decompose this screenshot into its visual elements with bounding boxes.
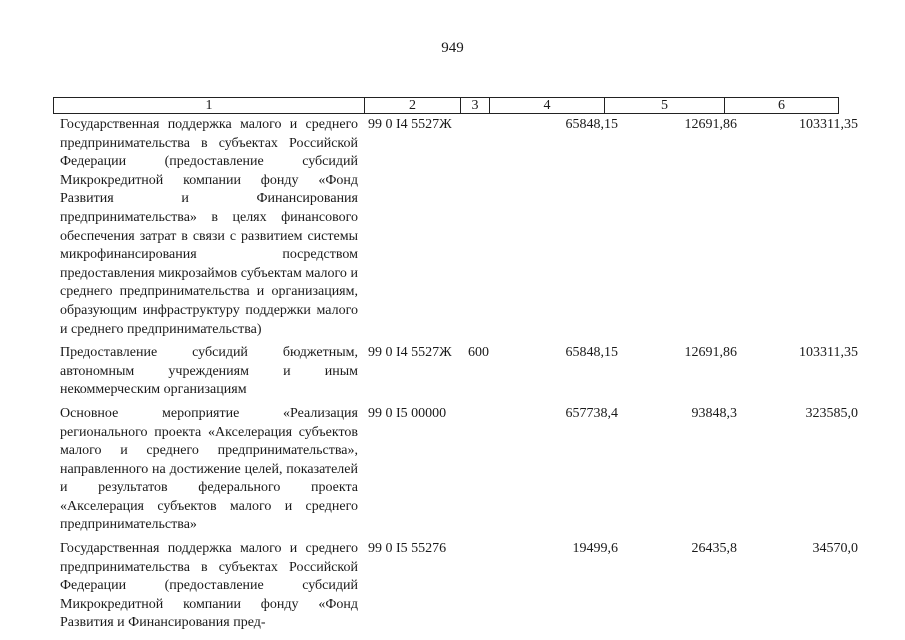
row-value-col4: 657738,4 <box>565 405 618 421</box>
row-code: 99 0 I4 5527Ж <box>368 345 452 361</box>
row-value-col5: 93848,3 <box>691 405 737 421</box>
table-header <box>53 97 839 114</box>
row-code: 99 0 I4 5527Ж <box>368 117 452 132</box>
row-value-col6: 103311,35 <box>799 117 858 132</box>
table-row <box>60 116 858 339</box>
header-col-3: 3 <box>460 98 489 113</box>
table-row <box>60 344 858 400</box>
row-value-col4: 65848,15 <box>565 117 618 132</box>
header-col-2: 2 <box>364 98 460 113</box>
row-value-col5: 26435,8 <box>691 541 737 557</box>
row-value-col6: 103311,35 <box>799 345 858 361</box>
header-col-5: 5 <box>604 98 724 113</box>
row-name: Государственная поддержка малого и среднего предпринимательства в субъектах Российской Федерации (предоставление субсидий Микрокредитной компании фонду «Фонд Развития и Финансирования предпринимательства» в целях финансового обеспечения затрат в связи с развитием системы микрофинансирования посредством предоставления микрозаймов субъектам малого и среднего предпринимательства и организациям, образующим инфраструктуру поддержки малого и среднего предпринимательства) <box>60 117 358 337</box>
row-value-col5: 12691,86 <box>684 345 737 361</box>
row-value-col6: 34570,0 <box>812 541 858 557</box>
row-name: Основное мероприятие «Реализация регионального проекта «Акселерация субъектов малого и среднего предпринимательства», направленного на достижение целей, показателей и результатов федерального проекта «Акселерация субъектов малого и среднего предпринимательства» <box>60 405 358 533</box>
header-col-1: 1 <box>205 98 213 113</box>
row-value-col4: 19499,6 <box>572 541 618 557</box>
page-number: 949 <box>441 40 464 56</box>
row-value-col6: 323585,0 <box>805 405 858 421</box>
header-col-4: 4 <box>489 98 604 113</box>
table-row <box>60 405 858 535</box>
row-type: 600 <box>468 345 489 361</box>
table-body <box>60 116 858 633</box>
row-code: 99 0 I5 55276 <box>368 541 447 557</box>
row-code: 99 0 I5 00000 <box>368 405 447 421</box>
row-name: Государственная поддержка малого и среднего предпринимательства в субъектах Российской Федерации (предоставление субсидий Микрокредитной компании фонду «Фонд Развития и Финансирования пред- <box>60 541 358 631</box>
row-value-col4: 65848,15 <box>565 345 618 361</box>
row-name: Предоставление субсидий бюджетным, автономным учреждениям и иным некоммерческим организациям <box>60 345 358 398</box>
header-col-6: 6 <box>724 98 838 113</box>
table-row <box>60 540 858 633</box>
row-value-col5: 12691,86 <box>684 117 737 132</box>
